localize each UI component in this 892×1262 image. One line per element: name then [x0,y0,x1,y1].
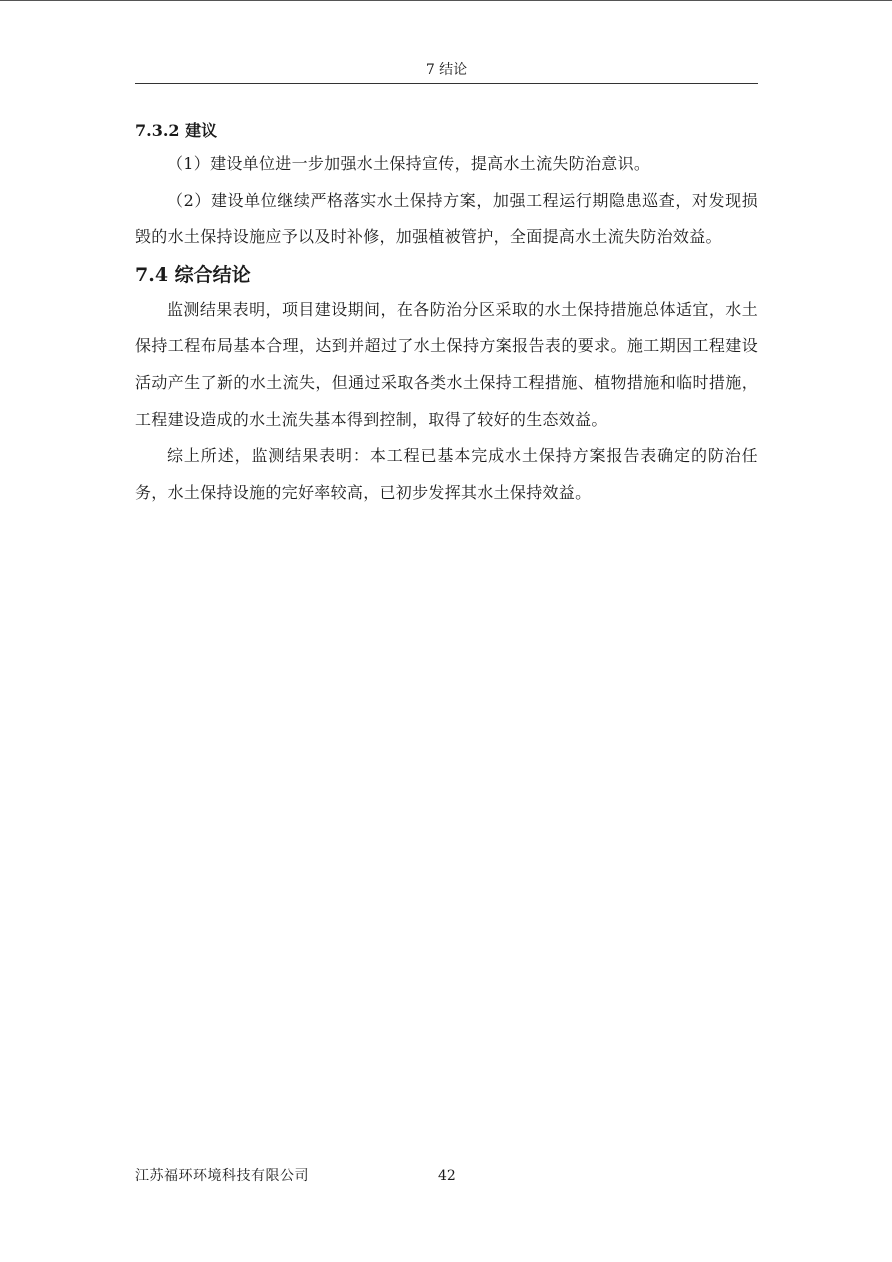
page-top-border [0,0,892,1]
footer-company-name: 江苏福环环境科技有限公司 [135,1168,309,1184]
running-header: 7 结论 [425,62,468,78]
section-heading-7-3-2: 7.3.2 建议 [135,121,218,140]
section-heading-7-4: 7.4 综合结论 [135,263,251,286]
paragraph-conclusion-1: 监测结果表明，项目建设期间，在各防治分区采取的水土保持措施总体适宜，水土保持工程布局基本合理，达到并超过了水土保持方案报告表的要求。施工期因工程建设活动产生了新的水土流失，但通过采取各类水土保持工程措施、植物措施和临时措施，工程建设造成的水土流失基本得到控制，取得了较好的生态效益。 [135,299,758,429]
paragraph-conclusion-2: 综上所述，监测结果表明：本工程已基本完成水土保持方案报告表确定的防治任务，水土保持设施的完好率较高，已初步发挥其水土保持效益。 [135,446,758,502]
paragraph-suggestion-2: （2）建设单位继续严格落实水土保持方案，加强工程运行期隐患巡查，对发现损毁的水土保持设施应予以及时补修，加强植被管护，全面提高水土流失防治效益。 [135,190,758,247]
paragraph-suggestion-1: （1）建设单位进一步加强水土保持宣传，提高水土流失防治意识。 [167,154,651,173]
header-rule [135,83,758,84]
footer-page-number: 42 [438,1168,456,1184]
page-body [135,116,758,511]
